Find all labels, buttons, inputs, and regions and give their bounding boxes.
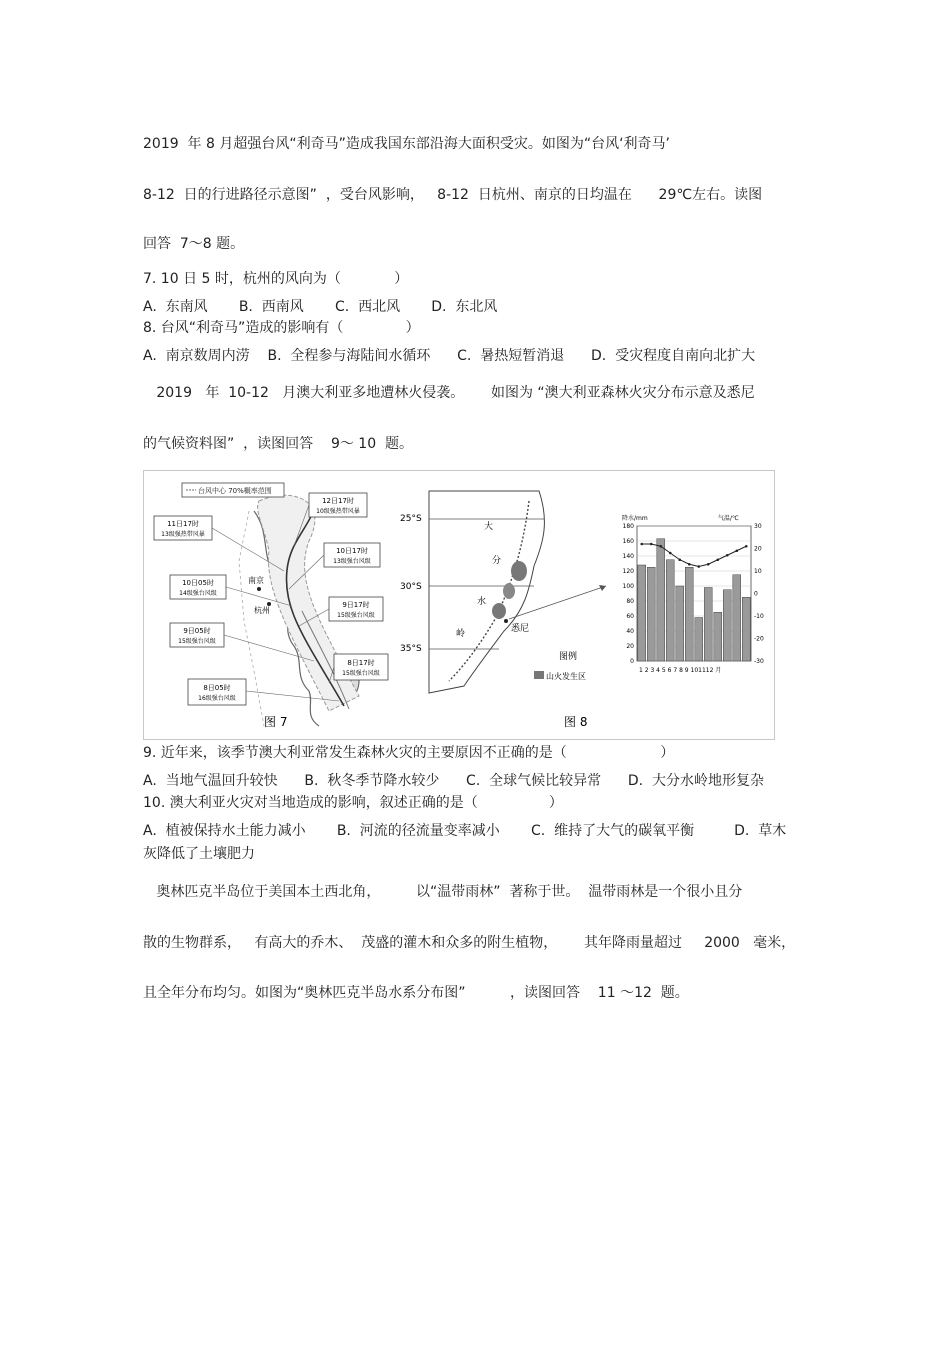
precip-bar-10 [723,590,731,661]
fig8-legend-title: 图例 [559,652,578,662]
q9-options: A. 当地气温回升较快 B. 秋冬季节降水较少 C. 全球气候比较异常 D. 大分水岭地形复杂 [143,773,764,789]
figure-7-8 [143,470,775,740]
climate-right-unit: 气温/℃ [718,515,739,522]
nanjing-dot [257,587,261,591]
left-tick-label: 60 [626,613,634,620]
climate-months-axis: 1 2 3 4 5 6 7 8 9 101112 月 [639,667,722,674]
track-label-8d05-time: 8日05时 [203,684,231,692]
fire-zone-2 [503,583,515,599]
right-tick-label: -30 [754,658,764,665]
fire-zone-1 [511,561,527,581]
climate-right-ticks [754,523,764,665]
q10-stem: 10. 澳大利亚火灾对当地造成的影响，叙述正确的是（ ） [143,795,563,811]
q10-options-cont: 灰降低了土壤肥力 [143,846,255,862]
temp-point-7 [697,565,700,568]
figure-svg [144,471,774,739]
temp-point-11 [735,549,738,552]
q7-stem: 7. 10 日 5 时，杭州的风向为（ ） [143,271,409,287]
q10-options: A. 植被保持水土能力减小 B. 河流的径流量变率减小 C. 维持了大气的碳氧平衡 D. 草木 [143,823,787,839]
track-label-12d17-level: 10级强热带风暴 [316,508,360,515]
temp-point-3 [659,545,662,548]
left-tick-label: 20 [626,643,634,650]
climate-bars [638,539,750,661]
fig7-caption: 图 7 [264,715,288,729]
left-tick-label: 80 [626,598,634,605]
left-tick-label: 0 [630,658,634,665]
sydney-climate-chart [622,514,764,674]
temp-point-4 [669,552,672,555]
q7-options: A. 东南风 B. 西南风 C. 西北风 D. 东北风 [143,299,498,315]
range-char-3: 水 [477,597,487,607]
track-label-8d05-level: 16级强台风级 [198,695,236,702]
intro1-line1: 2019 年 8 月超强台风“利奇马”造成我国东部沿海大面积受灾。如图为“台风‘利奇马’ [143,136,670,152]
range-char-4: 岭 [456,629,466,639]
left-tick-label: 140 [622,553,634,560]
right-tick-label: 30 [754,523,762,530]
fig8-caption: 图 8 [564,715,588,729]
track-label-8d17 [329,654,388,683]
intro3-line3: 且全年分布均匀。如图为“奥林匹克半岛水系分布图” ，读图回答 11 ～12 题。 [143,985,689,1001]
precip-bar-12 [742,597,750,661]
right-tick-label: -10 [754,613,764,620]
lat-25-label: 25°S [400,514,422,524]
temp-point-9 [716,558,719,561]
right-tick-label: -20 [754,635,764,643]
range-char-1: 大 [484,522,494,532]
left-tick-label: 100 [622,583,634,590]
fig8-legend-item: 山火发生区 [546,672,586,681]
track-label-10d05-time: 10日05时 [182,579,214,587]
track-label-9d17-level: 15级强台风级 [337,612,375,619]
figure-8-map [400,491,606,729]
track-label-10d17-level: 13级强台风级 [333,558,371,565]
temp-point-10 [726,554,729,557]
track-label-11d17-level: 13级强热带风暴 [161,531,205,538]
city-hangzhou: 杭州 [254,606,270,615]
lat-35-label: 35°S [400,644,422,654]
temp-point-6 [688,563,691,566]
left-tick-label: 180 [622,523,634,530]
track-label-11d17-time: 11日17时 [167,520,199,528]
track-label-9d17-time: 9日17时 [342,601,370,609]
precip-bar-9 [714,612,722,661]
precip-bar-3 [657,539,665,661]
left-tick-label: 120 [622,568,634,575]
city-sydney: 悉尼 [511,624,530,634]
city-nanjing: 南京 [248,576,264,585]
temp-point-5 [678,558,681,561]
lat-30-label: 30°S [400,582,422,592]
track-label-12d17-time: 12日17时 [322,497,354,505]
intro3-line2: 散的生物群系， 有高大的乔木、 茂盛的灌木和众多的附生植物， 其年降雨量超过 2000 毫米， [143,935,796,951]
intro1-line3: 回答 7～8 题。 [143,236,245,252]
left-tick-label: 40 [626,628,634,635]
track-label-8d17-level: 15级强台风级 [342,670,380,677]
range-char-2: 分 [492,556,502,566]
left-tick-label: 160 [622,538,634,545]
precip-bar-2 [647,567,655,661]
fire-zone-3 [492,603,506,619]
sydney-dot [504,619,508,623]
fig8-legend-swatch [534,671,544,679]
track-label-9d05-level: 15级强台风级 [178,638,216,645]
precip-bar-8 [704,588,712,662]
track-label-10d17-time: 10日17时 [336,547,368,555]
intro1-line2: 8-12 日的行进路径示意图” ，受台风影响， 8-12 日杭州、南京的日均温在 29℃左右。读图 [143,187,763,203]
q9-stem: 9. 近年来，该季节澳大利亚常发生森林火灾的主要原因不正确的是（ ） [143,745,675,761]
track-label-9d05-time: 9日05时 [183,627,211,635]
right-tick-label: 10 [754,568,762,575]
intro2-line1: 2019 年 10-12 月澳大利亚多地遭林火侵袭。 如图为 “澳大利亚森林火灾分布示意及悉尼 [143,385,755,401]
climate-left-unit: 降水/mm [622,515,648,522]
temp-point-12 [745,545,748,548]
precip-bar-1 [638,565,646,661]
intro3-line1: 奥林匹克半岛位于美国本土西北角， 以“温带雨林” 著称于世。 温带雨林是一个很小且分 [143,884,743,900]
right-tick-label: 20 [754,545,762,553]
track-label-8d17-time: 8日17时 [347,659,375,667]
precip-bar-11 [733,575,741,661]
precip-bar-4 [666,560,674,661]
precip-bar-5 [676,586,684,661]
temp-point-1 [640,543,643,546]
temp-point-8 [707,563,710,566]
climate-left-ticks [623,523,635,665]
intro2-line2: 的气候资料图” ，读图回答 9～ 10 题。 [143,436,414,452]
precip-bar-7 [695,618,703,662]
temperature-points [640,543,747,568]
temp-point-2 [650,543,653,546]
figure-7-map [154,483,388,729]
q8-stem: 8. 台风“利奇马”造成的影响有（ ） [143,320,420,336]
track-label-10d05-level: 14级强台风级 [179,590,217,597]
precip-bar-6 [685,567,693,661]
right-tick-label: 0 [754,590,758,598]
track-legend-text: 台风中心 70%概率范围 [198,487,272,495]
q8-options: A. 南京数周内涝 B. 全程参与海陆间水循环 C. 暑热短暂消退 D. 受灾程度自南向北扩大 [143,348,756,364]
